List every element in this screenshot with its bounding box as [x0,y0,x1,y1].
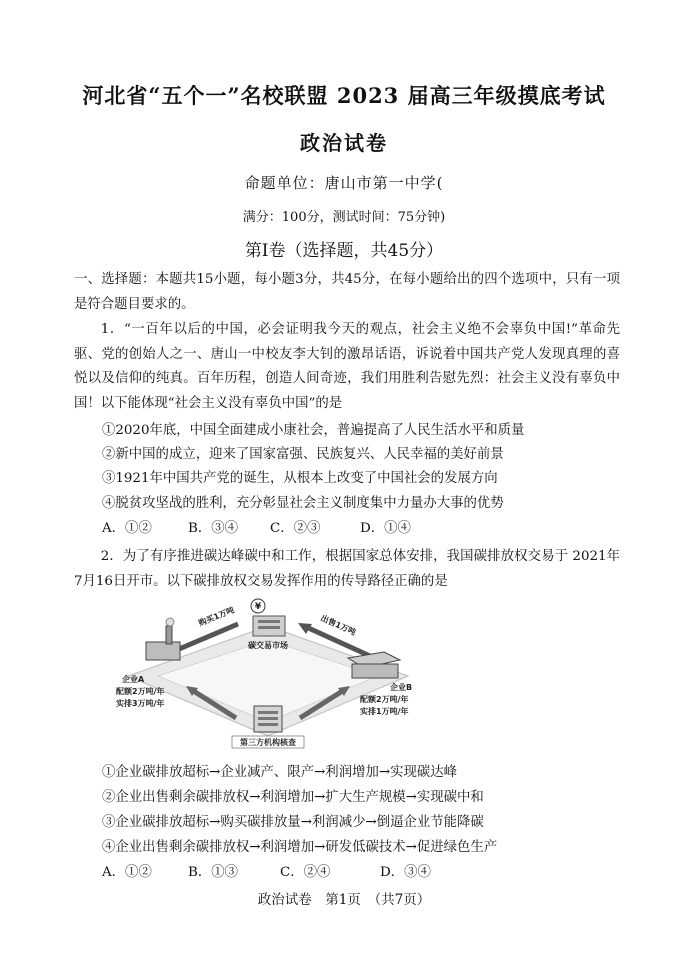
page-footer: 政治试卷 第1页 （共7页） [257,892,431,908]
market-label: 碳交易市场 [248,641,288,650]
q2-option-b: B．①③ [188,865,239,880]
q1-item-4: ④脱贫攻坚战的胜利，充分彰显社会主义制度集中力量办大事的优势 [102,496,504,511]
company-b-name: 企业B [390,683,413,692]
q1-item-3: ③1921年中国共产党的诞生，从根本上改变了中国社会的发展方向 [102,471,498,486]
buy-label: 购买1万吨 [197,605,236,628]
carbon-trading-diagram [108,596,428,752]
q2-item-4: ④企业出售剩余碳排放权→利润增加→研发低碳技术→促进绿色生产 [102,840,498,855]
q2-option-c: C．②④ [280,865,331,880]
q2-stem: 2．为了有序推进碳达峰碳中和工作，根据国家总体安排，我国碳排放权交易于 2021年7月16日开市。以下碳排放权交易发挥作用的传导路径正确的是 [74,549,620,589]
q2-option-d: D．③④ [380,865,431,880]
q1-stem: 1．“一百年以后的中国，必会证明我今天的观点，社会主义绝不会辜负中国!”革命先驱、党的创始人之一、唐山一中校友李大钊的激昂话语，诉说着中国共产党人发现真理的喜悦以及信仰的纯真。百年历程，创造人间奇迹，我们用胜利告慰先烈：社会主义没有辜负中国！以下能体现“社会主义没有辜负中国”的是 [74,322,620,411]
q2-item-2: ②企业出售剩余碳排放权→利润增加→扩大生产规模→实现碳中和 [102,790,484,805]
company-a-name: 企业A [122,675,145,684]
author-unit: 命题单位：唐山市第一中学( [244,174,444,192]
exam-subtitle: 政治试卷 [300,131,388,155]
q1-option-b: B．③④ [188,521,239,536]
instructions: 一、选择题：本题共15小题，每小题3分，共45分，在每小题给出的四个选项中，只有一项是符合题目要求的。 [74,272,620,312]
company-b-actual: 实排1万吨/年 [360,707,409,716]
check-label: 第三方机构核查 [240,738,296,747]
exam-info: 满分：100分，测试时间：75分钟) [242,210,446,225]
svg-text:¥: ¥ [254,602,262,612]
exam-title: 河北省“五个一”名校联盟 2023 届高三年级摸底考试 [82,83,606,108]
company-a-actual: 实排3万吨/年 [116,699,165,708]
q1-option-a: A．①② [102,521,152,536]
q2-item-1: ①企业碳排放超标→企业减产、限产→利润增加→实现碳达峰 [102,765,458,780]
factory-b [352,664,398,678]
section-title: 第Ⅰ卷（选择题，共45分） [244,241,444,261]
q1-item-1: ①2020年底，中国全面建成小康社会，普遍提高了人民生活水平和质量 [102,423,525,438]
factory-a [146,642,180,660]
company-b-quota: 配额2万吨/年 [360,695,409,704]
q1-option-d: D．①④ [360,521,411,536]
q2-item-3: ③企业碳排放超标→购买碳排放量→利润减少→倒逼企业节能降碳 [102,815,484,830]
q1-option-c: C．②③ [270,521,321,536]
q2-option-a: A．①② [102,865,152,880]
sell-label: 出售1万吨 [319,613,358,638]
company-a-quota: 配额2万吨/年 [116,687,165,696]
q1-item-2: ②新中国的成立，迎来了国家富强、民族复兴、人民幸福的美好前景 [102,447,504,462]
